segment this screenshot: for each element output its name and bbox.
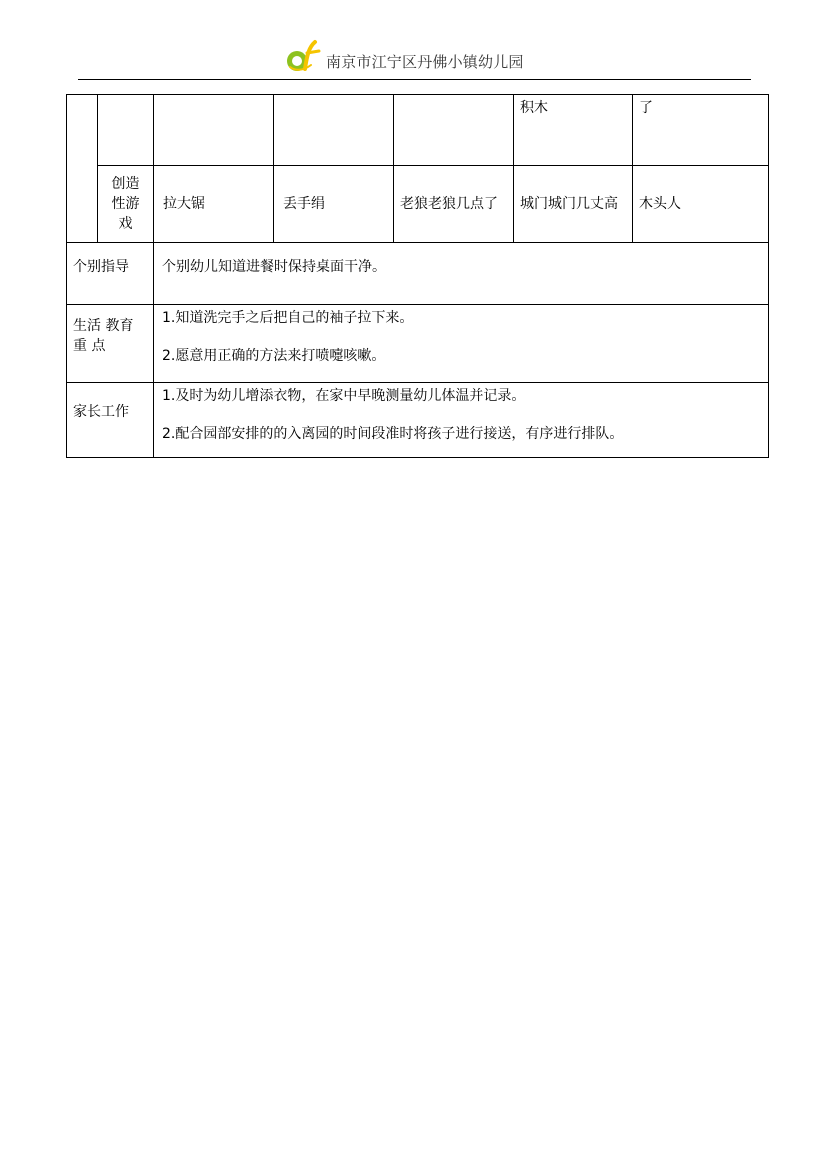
weekly-plan-table [66,94,769,458]
sub-label-cell [98,95,154,166]
table-cell [274,95,394,166]
page-header [78,36,751,80]
game-cell: 老狼老狼几点了 [394,166,514,243]
table-cell [154,95,274,166]
list-item: 1.知道洗完手之后把自己的袖子拉下来。 [162,310,414,326]
school-name: 南京市江宁区丹佛小镇幼儿园 [326,53,524,71]
game-cell: 城门城门几丈高 [514,166,633,243]
merged-category-cell [67,95,98,243]
table-row [67,243,769,305]
table-row [67,95,769,166]
life-education-label: 生活 教育 重 点 [67,305,154,383]
life-education-content [154,305,769,383]
table-row [67,305,769,383]
list-item: 2.愿意用正确的方法来打喷嚏咳嗽。 [162,348,386,364]
table-cell: 积木 [514,95,633,166]
creative-game-label: 创造性游戏 [98,166,154,243]
individual-guidance-label: 个别指导 [67,243,154,305]
individual-guidance-content: 个别幼儿知道进餐时保持桌面干净。 [154,243,769,305]
table-cell: 了 [633,95,769,166]
kindergarten-logo-icon [285,39,321,73]
table-row [67,166,769,243]
game-cell: 木头人 [633,166,769,243]
table-row [67,383,769,458]
game-cell: 丢手绢 [274,166,394,243]
list-item: 2.配合园部安排的的入离园的时间段准时将孩子进行接送，有序进行排队。 [162,426,624,442]
table-cell [394,95,514,166]
list-item: 1.及时为幼儿增添衣物，在家中早晚测量幼儿体温并记录。 [162,388,526,404]
parent-work-label: 家长工作 [67,383,154,458]
parent-work-content [154,383,769,458]
game-cell: 拉大锯 [154,166,274,243]
